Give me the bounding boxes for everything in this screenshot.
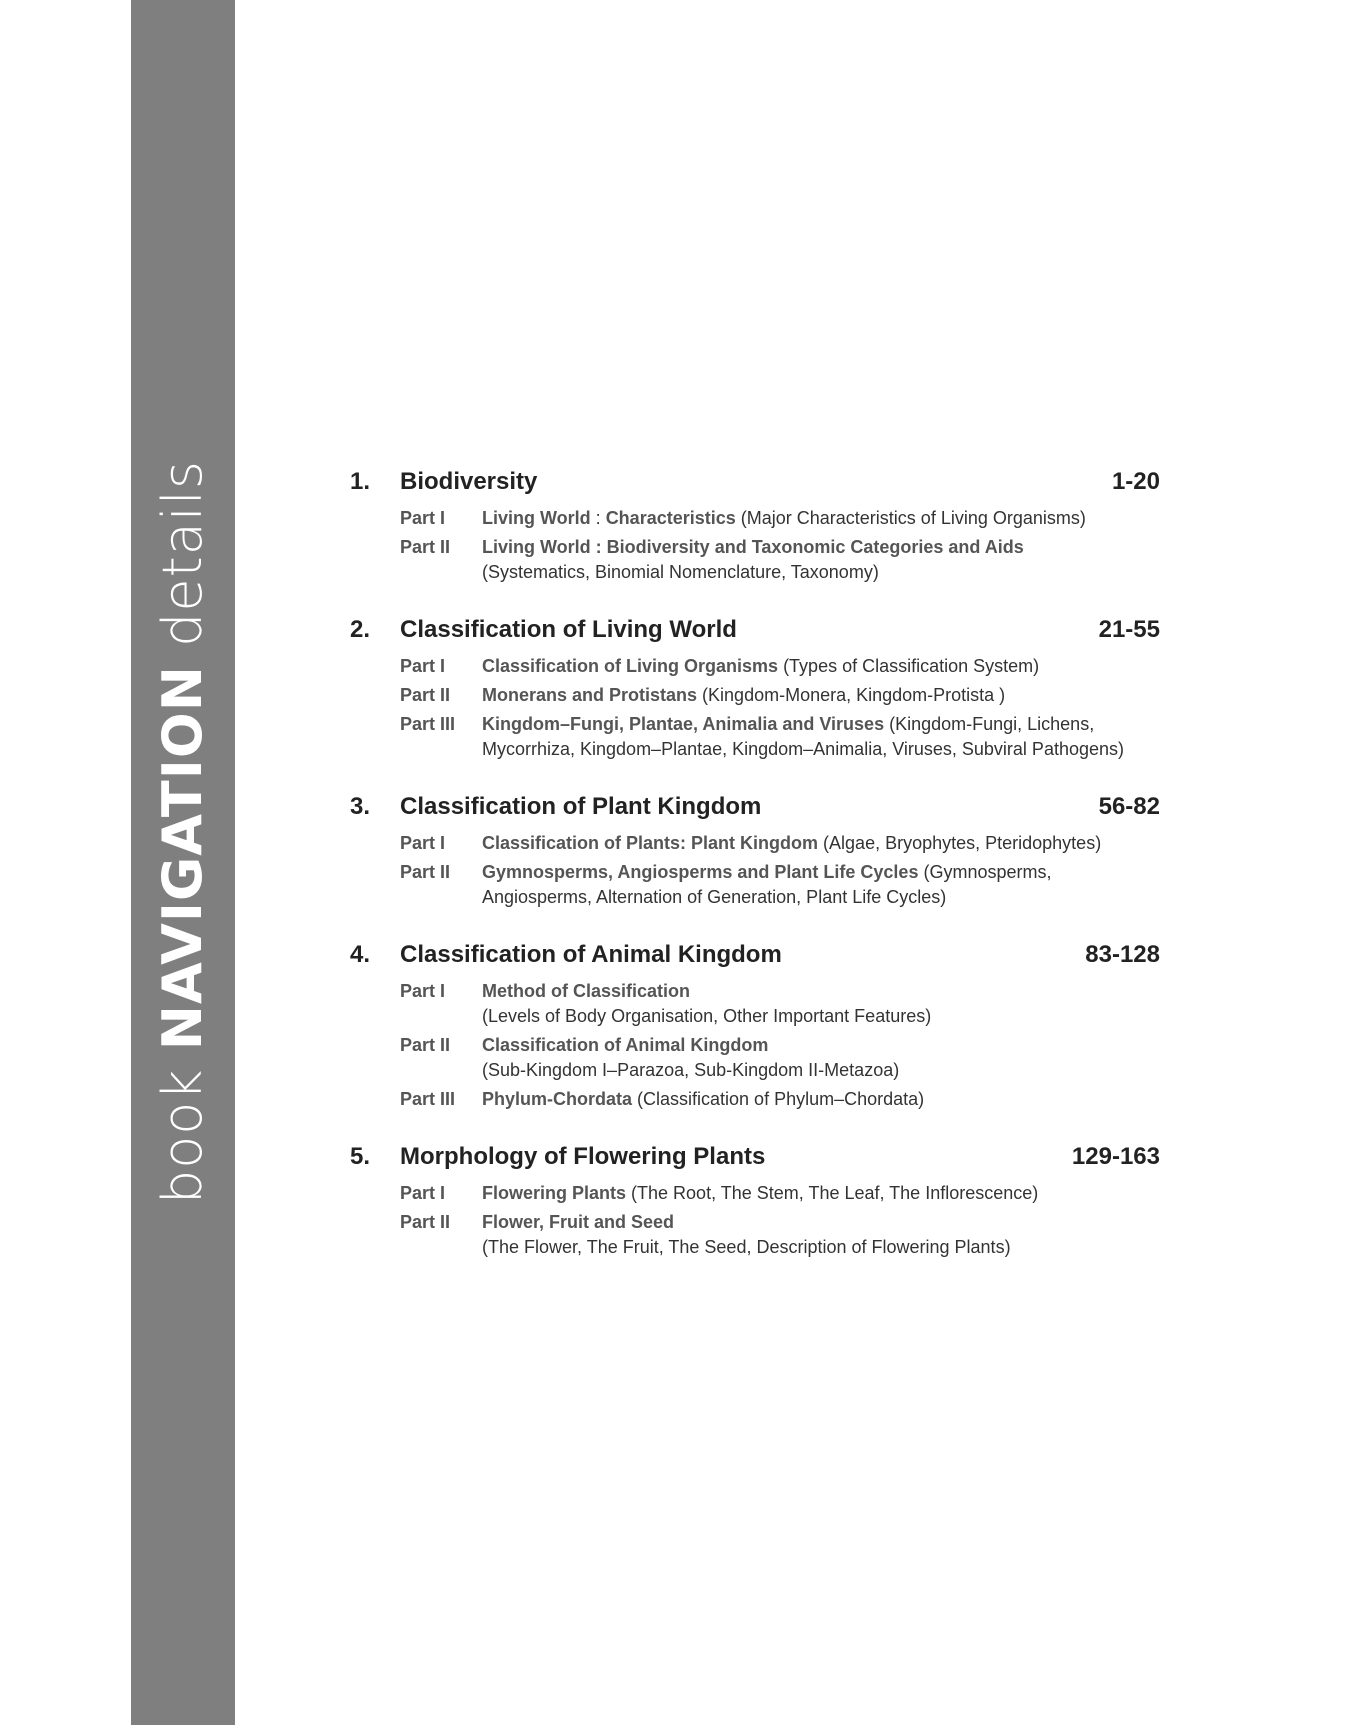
part-label: Part I — [400, 981, 446, 1001]
part-topics: (Algae, Bryophytes, Pteridophytes) — [818, 833, 1102, 853]
chapter-title: Classification of Plant Kingdom — [400, 793, 762, 820]
chapter-pages: 83-128 — [1085, 941, 1160, 968]
part-row[interactable] — [400, 1033, 1160, 1083]
part-row[interactable] — [400, 1210, 1160, 1260]
part-topics: (Classification of Phylum–Chordata) — [632, 1089, 925, 1109]
part-topics: (Systematics, Binomial Nomenclature, Taxonomy) — [482, 562, 879, 582]
chapter-number: 3. — [350, 793, 371, 820]
part-label: Part I — [400, 833, 446, 853]
part-title: Phylum-Chordata — [482, 1089, 633, 1109]
part-title: Flowering Plants — [482, 1183, 627, 1203]
part-description — [482, 535, 1160, 585]
chapter-number: 4. — [350, 941, 371, 968]
part-topics: (Kingdom-Monera, Kingdom-Protista ) — [697, 685, 1006, 705]
chapter-title: Morphology of Flowering Plants — [400, 1143, 766, 1170]
chapter-heading[interactable] — [350, 462, 1160, 502]
chapter — [350, 935, 1160, 1112]
chapter — [350, 610, 1160, 762]
chapter-number: 2. — [350, 616, 371, 643]
part-title: Flower, Fruit and Seed — [482, 1212, 675, 1232]
part-description — [482, 712, 1160, 762]
part-topics: (Levels of Body Organisation, Other Important Features) — [482, 1006, 932, 1026]
chapter-heading[interactable] — [350, 787, 1160, 827]
part-label: Part III — [400, 714, 456, 734]
part-description — [482, 860, 1160, 910]
part-row[interactable] — [400, 506, 1160, 531]
part-row[interactable] — [400, 654, 1160, 679]
chapter-heading[interactable] — [350, 1137, 1160, 1177]
part-row[interactable] — [400, 535, 1160, 585]
part-row[interactable] — [400, 1087, 1160, 1112]
part-topics: (Types of Classification System) — [778, 656, 1040, 676]
part-row[interactable] — [400, 712, 1160, 762]
part-description — [482, 979, 1160, 1029]
part-label: Part I — [400, 656, 446, 676]
part-description — [482, 1033, 1160, 1083]
chapter-title: Biodiversity — [400, 468, 538, 495]
chapter-number: 5. — [350, 1143, 371, 1170]
part-topics: (Gymnosperms, Angiosperms, Alternation of Generation, Plant Life Cycles) — [482, 862, 1052, 907]
part-label: Part I — [400, 1183, 446, 1203]
part-topics: (Sub-Kingdom I–Parazoa, Sub-Kingdom II-Metazoa) — [482, 1060, 900, 1080]
chapter-heading[interactable] — [350, 610, 1160, 650]
part-description — [482, 683, 1160, 708]
side-title-light-2: details — [151, 459, 214, 666]
chapter-pages: 129-163 — [1071, 1143, 1160, 1170]
part-label: Part III — [400, 1089, 456, 1109]
part-description — [482, 1210, 1160, 1260]
side-title — [151, 459, 214, 1205]
chapter-pages: 21-55 — [1098, 616, 1160, 643]
part-description — [482, 654, 1160, 679]
part-description — [482, 506, 1160, 531]
chapter-heading[interactable] — [350, 935, 1160, 975]
table-of-contents — [350, 462, 1160, 1285]
part-label: Part II — [400, 862, 451, 882]
part-description — [482, 1181, 1160, 1206]
part-title: Classification of Plants: Plant Kingdom — [482, 833, 819, 853]
part-topics: (The Root, The Stem, The Leaf, The Inflorescence) — [626, 1183, 1039, 1203]
part-row[interactable] — [400, 831, 1160, 856]
part-title: Living World — [482, 508, 591, 528]
part-topics: (Major Characteristics of Living Organisms) — [735, 508, 1086, 528]
part-title: Method of Classification — [482, 981, 691, 1001]
chapter — [350, 462, 1160, 585]
part-row[interactable] — [400, 979, 1160, 1029]
part-label: Part II — [400, 1035, 451, 1055]
chapter-number: 1. — [350, 468, 371, 495]
side-title-bold: NAVIGATION — [151, 665, 214, 1051]
part-row[interactable] — [400, 860, 1160, 910]
chapter-title: Classification of Animal Kingdom — [400, 941, 782, 968]
part-label: Part I — [400, 508, 446, 528]
side-title-light-1: book — [151, 1050, 214, 1205]
part-title: Monerans and Protistans — [482, 685, 698, 705]
part-description — [482, 1087, 1160, 1112]
part-separator: : — [590, 508, 606, 528]
part-title: Classification of Animal Kingdom — [482, 1035, 769, 1055]
part-title: Classification of Living Organisms — [482, 656, 779, 676]
chapter-pages: 1-20 — [1111, 468, 1160, 495]
part-description — [482, 831, 1160, 856]
part-label: Part II — [400, 685, 451, 705]
part-row[interactable] — [400, 683, 1160, 708]
chapter-title: Classification of Living World — [400, 616, 737, 643]
chapter — [350, 1137, 1160, 1260]
chapter — [350, 787, 1160, 910]
part-title: Kingdom–Fungi, Plantae, Animalia and Viruses — [482, 714, 885, 734]
part-topics: (The Flower, The Fruit, The Seed, Description of Flowering Plants) — [482, 1237, 1011, 1257]
part-label: Part II — [400, 537, 451, 557]
part-row[interactable] — [400, 1181, 1160, 1206]
part-title-continued: Characteristics — [605, 508, 736, 528]
part-title: Living World : Biodiversity and Taxonomic Categories and Aids — [482, 537, 1024, 557]
part-label: Part II — [400, 1212, 451, 1232]
part-title: Gymnosperms, Angiosperms and Plant Life Cycles — [482, 862, 919, 882]
part-topics: (Kingdom-Fungi, Lichens, Mycorrhiza, Kingdom–Plantae, Kingdom–Animalia, Viruses, Subviral Pathogens) — [482, 714, 1124, 759]
chapter-pages: 56-82 — [1098, 793, 1160, 820]
